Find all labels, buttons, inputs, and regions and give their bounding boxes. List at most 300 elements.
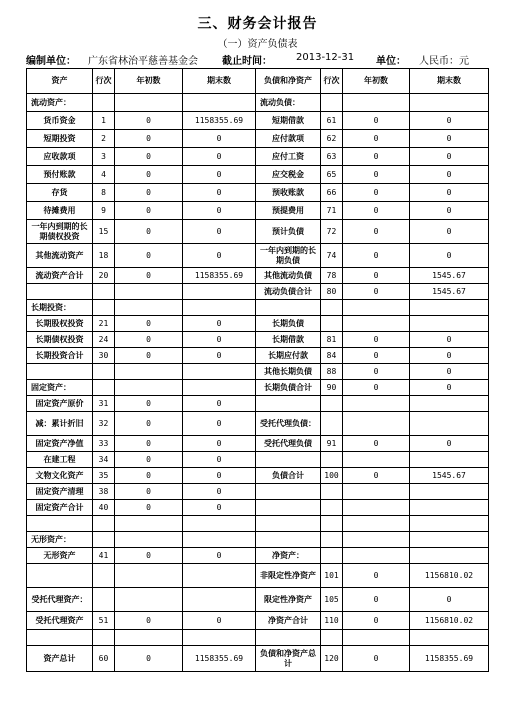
liability-line-no	[321, 452, 343, 468]
liability-end-value	[410, 630, 489, 646]
asset-line-no: 9	[93, 202, 115, 220]
asset-end-value: 1158355.69	[183, 112, 256, 130]
asset-name	[27, 364, 93, 380]
liability-name: 净资产合计	[256, 612, 321, 630]
liability-name	[256, 452, 321, 468]
asset-begin-value	[115, 364, 183, 380]
liability-end-value: 0	[410, 244, 489, 268]
asset-begin-value	[115, 532, 183, 548]
column-header: 行次	[321, 69, 343, 94]
asset-name: 长期投资：	[27, 300, 93, 316]
table-row	[27, 284, 489, 300]
column-header: 期末数	[410, 69, 489, 94]
liability-end-value: 0	[410, 148, 489, 166]
asset-line-no: 31	[93, 396, 115, 412]
liability-begin-value	[343, 484, 410, 500]
table-row	[27, 348, 489, 364]
asset-line-no	[93, 94, 115, 112]
asset-name: 货币资金	[27, 112, 93, 130]
asset-name: 短期投资	[27, 130, 93, 148]
asset-end-value: 0	[183, 332, 256, 348]
table-row	[27, 630, 489, 646]
asset-begin-value	[115, 630, 183, 646]
currency-value: 人民币：元	[419, 56, 469, 67]
asset-name: 固定资产合计	[27, 500, 93, 516]
column-header: 行次	[93, 69, 115, 94]
liability-begin-value: 0	[343, 332, 410, 348]
asset-end-value: 0	[183, 436, 256, 452]
liability-name: 长期借款	[256, 332, 321, 348]
asset-line-no	[93, 364, 115, 380]
asset-line-no: 60	[93, 646, 115, 672]
liability-begin-value: 0	[343, 646, 410, 672]
asset-name: 固定资产：	[27, 380, 93, 396]
liability-begin-value: 0	[343, 166, 410, 184]
liability-end-value: 0	[410, 380, 489, 396]
asset-end-value	[183, 588, 256, 612]
asset-name: 一年内到期的长期债权投资	[27, 220, 93, 244]
liability-begin-value: 0	[343, 436, 410, 452]
date-label: 截止时间：	[222, 56, 272, 67]
liability-begin-value: 0	[343, 112, 410, 130]
table-row	[27, 548, 489, 564]
liability-begin-value	[343, 396, 410, 412]
table-row	[27, 148, 489, 166]
balance-sheet-table	[26, 68, 489, 672]
column-header: 期末数	[183, 69, 256, 94]
liability-line-no	[321, 94, 343, 112]
asset-line-no: 4	[93, 166, 115, 184]
liability-name	[256, 396, 321, 412]
liability-name: 一年内到期的长期负债	[256, 244, 321, 268]
asset-begin-value: 0	[115, 396, 183, 412]
asset-begin-value: 0	[115, 244, 183, 268]
asset-line-no: 24	[93, 332, 115, 348]
liability-begin-value	[343, 316, 410, 332]
asset-line-no: 33	[93, 436, 115, 452]
liability-line-no: 90	[321, 380, 343, 396]
asset-end-value: 0	[183, 612, 256, 630]
table-row	[27, 94, 489, 112]
asset-end-value: 0	[183, 184, 256, 202]
asset-name: 受托代理资产	[27, 612, 93, 630]
asset-name: 流动资产：	[27, 94, 93, 112]
asset-begin-value: 0	[115, 484, 183, 500]
liability-begin-value: 0	[343, 612, 410, 630]
liability-line-no	[321, 516, 343, 532]
asset-line-no	[93, 630, 115, 646]
asset-begin-value: 0	[115, 184, 183, 202]
liability-line-no: 65	[321, 166, 343, 184]
asset-end-value	[183, 94, 256, 112]
liability-name: 长期应付款	[256, 348, 321, 364]
liability-end-value	[410, 500, 489, 516]
liability-line-no	[321, 484, 343, 500]
liability-end-value: 0	[410, 436, 489, 452]
liability-end-value: 0	[410, 130, 489, 148]
table-row	[27, 646, 489, 672]
liability-begin-value: 0	[343, 348, 410, 364]
liability-line-no: 71	[321, 202, 343, 220]
asset-end-value	[183, 564, 256, 588]
asset-name: 流动资产合计	[27, 268, 93, 284]
table-row	[27, 500, 489, 516]
liability-end-value	[410, 532, 489, 548]
liability-begin-value	[343, 516, 410, 532]
asset-end-value: 0	[183, 500, 256, 516]
asset-begin-value: 0	[115, 646, 183, 672]
asset-end-value: 0	[183, 396, 256, 412]
liability-name	[256, 484, 321, 500]
unit-label: 编制单位：	[26, 56, 76, 67]
liability-name	[256, 532, 321, 548]
liability-line-no: 61	[321, 112, 343, 130]
liability-end-value: 0	[410, 588, 489, 612]
asset-line-no: 34	[93, 452, 115, 468]
asset-name: 文物文化资产	[27, 468, 93, 484]
liability-name: 其他长期负债	[256, 364, 321, 380]
asset-line-no: 35	[93, 468, 115, 484]
liability-name: 限定性净资产	[256, 588, 321, 612]
liability-line-no	[321, 316, 343, 332]
asset-end-value	[183, 380, 256, 396]
currency-label: 单位：	[376, 56, 406, 67]
liability-line-no	[321, 500, 343, 516]
liability-name: 应交税金	[256, 166, 321, 184]
table-row	[27, 184, 489, 202]
liability-begin-value: 0	[343, 564, 410, 588]
column-header: 年初数	[115, 69, 183, 94]
asset-begin-value: 0	[115, 500, 183, 516]
liability-name: 非限定性净资产	[256, 564, 321, 588]
asset-line-no: 40	[93, 500, 115, 516]
table-row	[27, 532, 489, 548]
liability-name: 负债和净资产总计	[256, 646, 321, 672]
liability-line-no	[321, 548, 343, 564]
asset-begin-value: 0	[115, 348, 183, 364]
asset-end-value	[183, 516, 256, 532]
report-subtitle: （一）资产负债表	[217, 39, 298, 50]
asset-name: 其他流动资产	[27, 244, 93, 268]
liability-begin-value	[343, 532, 410, 548]
liability-begin-value	[343, 500, 410, 516]
column-header: 负债和净资产	[256, 69, 321, 94]
liability-end-value	[410, 516, 489, 532]
report-meta	[26, 52, 486, 66]
liability-line-no: 105	[321, 588, 343, 612]
table-header-row	[27, 69, 489, 94]
asset-line-no: 3	[93, 148, 115, 166]
liability-line-no: 78	[321, 268, 343, 284]
liability-end-value	[410, 548, 489, 564]
asset-name: 存货	[27, 184, 93, 202]
asset-line-no: 30	[93, 348, 115, 364]
asset-end-value: 0	[183, 452, 256, 468]
column-header: 资产	[27, 69, 93, 94]
asset-line-no	[93, 300, 115, 316]
liability-line-no	[321, 396, 343, 412]
liability-end-value: 0	[410, 112, 489, 130]
liability-name: 净资产：	[256, 548, 321, 564]
liability-begin-value	[343, 300, 410, 316]
liability-name: 流动负债合计	[256, 284, 321, 300]
liability-line-no	[321, 630, 343, 646]
asset-begin-value: 0	[115, 612, 183, 630]
asset-begin-value: 0	[115, 452, 183, 468]
asset-begin-value: 0	[115, 412, 183, 436]
table-row	[27, 564, 489, 588]
liability-end-value: 0	[410, 184, 489, 202]
table-row	[27, 332, 489, 348]
liability-line-no: 63	[321, 148, 343, 166]
liability-name: 长期负债合计	[256, 380, 321, 396]
liability-begin-value	[343, 412, 410, 436]
asset-name: 资产总计	[27, 646, 93, 672]
liability-begin-value: 0	[343, 220, 410, 244]
asset-end-value: 0	[183, 148, 256, 166]
liability-end-value: 0	[410, 166, 489, 184]
table-body	[27, 94, 489, 672]
asset-end-value	[183, 300, 256, 316]
asset-begin-value	[115, 564, 183, 588]
table-row	[27, 452, 489, 468]
asset-name: 减：累计折旧	[27, 412, 93, 436]
asset-name: 长期股权投资	[27, 316, 93, 332]
asset-begin-value: 0	[115, 220, 183, 244]
liability-end-value	[410, 452, 489, 468]
asset-begin-value	[115, 284, 183, 300]
table-row	[27, 612, 489, 630]
table-row	[27, 412, 489, 436]
asset-name	[27, 284, 93, 300]
asset-end-value: 0	[183, 202, 256, 220]
asset-line-no: 1	[93, 112, 115, 130]
column-header: 年初数	[343, 69, 410, 94]
table-row	[27, 516, 489, 532]
asset-end-value: 0	[183, 130, 256, 148]
liability-line-no	[321, 412, 343, 436]
liability-begin-value: 0	[343, 284, 410, 300]
liability-line-no: 101	[321, 564, 343, 588]
liability-end-value	[410, 484, 489, 500]
liability-end-value: 0	[410, 220, 489, 244]
liability-begin-value: 0	[343, 184, 410, 202]
asset-name: 应收款项	[27, 148, 93, 166]
table-row	[27, 112, 489, 130]
table-row	[27, 484, 489, 500]
liability-begin-value	[343, 94, 410, 112]
liability-name	[256, 516, 321, 532]
liability-begin-value	[343, 452, 410, 468]
liability-line-no: 72	[321, 220, 343, 244]
liability-name: 其他流动负债	[256, 268, 321, 284]
asset-name: 无形资产：	[27, 532, 93, 548]
asset-end-value	[183, 364, 256, 380]
liability-name	[256, 300, 321, 316]
asset-end-value: 0	[183, 316, 256, 332]
liability-name: 预收账款	[256, 184, 321, 202]
asset-name: 固定资产原价	[27, 396, 93, 412]
asset-end-value: 0	[183, 348, 256, 364]
asset-end-value	[183, 532, 256, 548]
asset-name: 固定资产净值	[27, 436, 93, 452]
liability-end-value	[410, 412, 489, 436]
asset-begin-value: 0	[115, 316, 183, 332]
liability-begin-value: 0	[343, 148, 410, 166]
liability-name: 应付款项	[256, 130, 321, 148]
liability-name: 长期负债	[256, 316, 321, 332]
table-row	[27, 300, 489, 316]
liability-name: 流动负债：	[256, 94, 321, 112]
liability-line-no: 100	[321, 468, 343, 484]
asset-line-no: 8	[93, 184, 115, 202]
asset-begin-value: 0	[115, 268, 183, 284]
liability-name: 负债合计	[256, 468, 321, 484]
asset-end-value	[183, 630, 256, 646]
asset-begin-value	[115, 380, 183, 396]
liability-end-value: 0	[410, 348, 489, 364]
liability-line-no: 81	[321, 332, 343, 348]
asset-line-no	[93, 564, 115, 588]
asset-end-value: 0	[183, 548, 256, 564]
table-row	[27, 130, 489, 148]
liability-end-value: 0	[410, 332, 489, 348]
asset-name	[27, 564, 93, 588]
table-row	[27, 268, 489, 284]
liability-begin-value	[343, 548, 410, 564]
liability-name	[256, 630, 321, 646]
asset-begin-value: 0	[115, 130, 183, 148]
asset-end-value: 0	[183, 220, 256, 244]
asset-name: 受托代理资产：	[27, 588, 93, 612]
asset-name: 待摊费用	[27, 202, 93, 220]
asset-end-value: 0	[183, 244, 256, 268]
liability-name: 预计负债	[256, 220, 321, 244]
asset-begin-value: 0	[115, 202, 183, 220]
liability-name: 应付工资	[256, 148, 321, 166]
asset-begin-value: 0	[115, 468, 183, 484]
liability-end-value: 0	[410, 202, 489, 220]
asset-name: 预付账款	[27, 166, 93, 184]
liability-line-no: 80	[321, 284, 343, 300]
asset-end-value: 0	[183, 412, 256, 436]
liability-end-value	[410, 316, 489, 332]
asset-line-no: 51	[93, 612, 115, 630]
liability-name	[256, 500, 321, 516]
liability-end-value: 1545.67	[410, 468, 489, 484]
asset-name	[27, 516, 93, 532]
liability-begin-value: 0	[343, 468, 410, 484]
asset-line-no	[93, 532, 115, 548]
liability-line-no: 88	[321, 364, 343, 380]
asset-end-value: 0	[183, 166, 256, 184]
asset-name	[27, 630, 93, 646]
asset-line-no: 32	[93, 412, 115, 436]
asset-line-no	[93, 284, 115, 300]
asset-begin-value	[115, 516, 183, 532]
asset-line-no: 2	[93, 130, 115, 148]
asset-line-no: 18	[93, 244, 115, 268]
asset-name: 长期投资合计	[27, 348, 93, 364]
asset-begin-value: 0	[115, 112, 183, 130]
asset-name: 固定资产清理	[27, 484, 93, 500]
asset-begin-value: 0	[115, 148, 183, 166]
liability-begin-value: 0	[343, 268, 410, 284]
liability-line-no	[321, 300, 343, 316]
liability-begin-value: 0	[343, 202, 410, 220]
asset-line-no: 41	[93, 548, 115, 564]
asset-name: 在建工程	[27, 452, 93, 468]
liability-end-value: 1545.67	[410, 268, 489, 284]
liability-line-no: 62	[321, 130, 343, 148]
liability-end-value: 0	[410, 364, 489, 380]
asset-line-no: 15	[93, 220, 115, 244]
report-title: 三、财务会计报告	[197, 16, 318, 32]
asset-line-no: 21	[93, 316, 115, 332]
asset-line-no	[93, 380, 115, 396]
asset-line-no	[93, 516, 115, 532]
asset-line-no	[93, 588, 115, 612]
liability-line-no: 120	[321, 646, 343, 672]
asset-begin-value: 0	[115, 548, 183, 564]
asset-begin-value: 0	[115, 436, 183, 452]
liability-name: 受托代理负债：	[256, 412, 321, 436]
asset-begin-value: 0	[115, 166, 183, 184]
table-row	[27, 588, 489, 612]
liability-name: 受托代理负债	[256, 436, 321, 452]
table-row	[27, 166, 489, 184]
liability-end-value	[410, 396, 489, 412]
asset-begin-value	[115, 588, 183, 612]
asset-end-value	[183, 284, 256, 300]
table-row	[27, 244, 489, 268]
asset-begin-value	[115, 94, 183, 112]
liability-line-no: 91	[321, 436, 343, 452]
liability-begin-value: 0	[343, 364, 410, 380]
date-value: 2013-12-31	[296, 52, 355, 63]
liability-name: 短期借款	[256, 112, 321, 130]
asset-name: 无形资产	[27, 548, 93, 564]
asset-end-value: 1158355.69	[183, 646, 256, 672]
liability-line-no: 74	[321, 244, 343, 268]
liability-name: 预提费用	[256, 202, 321, 220]
liability-line-no: 84	[321, 348, 343, 364]
liability-begin-value: 0	[343, 380, 410, 396]
asset-begin-value: 0	[115, 332, 183, 348]
asset-end-value: 0	[183, 484, 256, 500]
table-row	[27, 220, 489, 244]
table-row	[27, 396, 489, 412]
liability-begin-value	[343, 630, 410, 646]
unit-value: 广东省林治平慈善基金会	[88, 56, 198, 67]
liability-begin-value: 0	[343, 244, 410, 268]
liability-end-value	[410, 94, 489, 112]
liability-end-value: 1156810.02	[410, 612, 489, 630]
liability-begin-value: 0	[343, 588, 410, 612]
asset-end-value: 1158355.69	[183, 268, 256, 284]
liability-end-value: 1545.67	[410, 284, 489, 300]
liability-line-no: 110	[321, 612, 343, 630]
table-row	[27, 468, 489, 484]
liability-end-value: 1158355.69	[410, 646, 489, 672]
asset-line-no: 20	[93, 268, 115, 284]
liability-line-no	[321, 532, 343, 548]
liability-begin-value: 0	[343, 130, 410, 148]
asset-end-value: 0	[183, 468, 256, 484]
table-row	[27, 202, 489, 220]
asset-line-no: 38	[93, 484, 115, 500]
table-row	[27, 380, 489, 396]
